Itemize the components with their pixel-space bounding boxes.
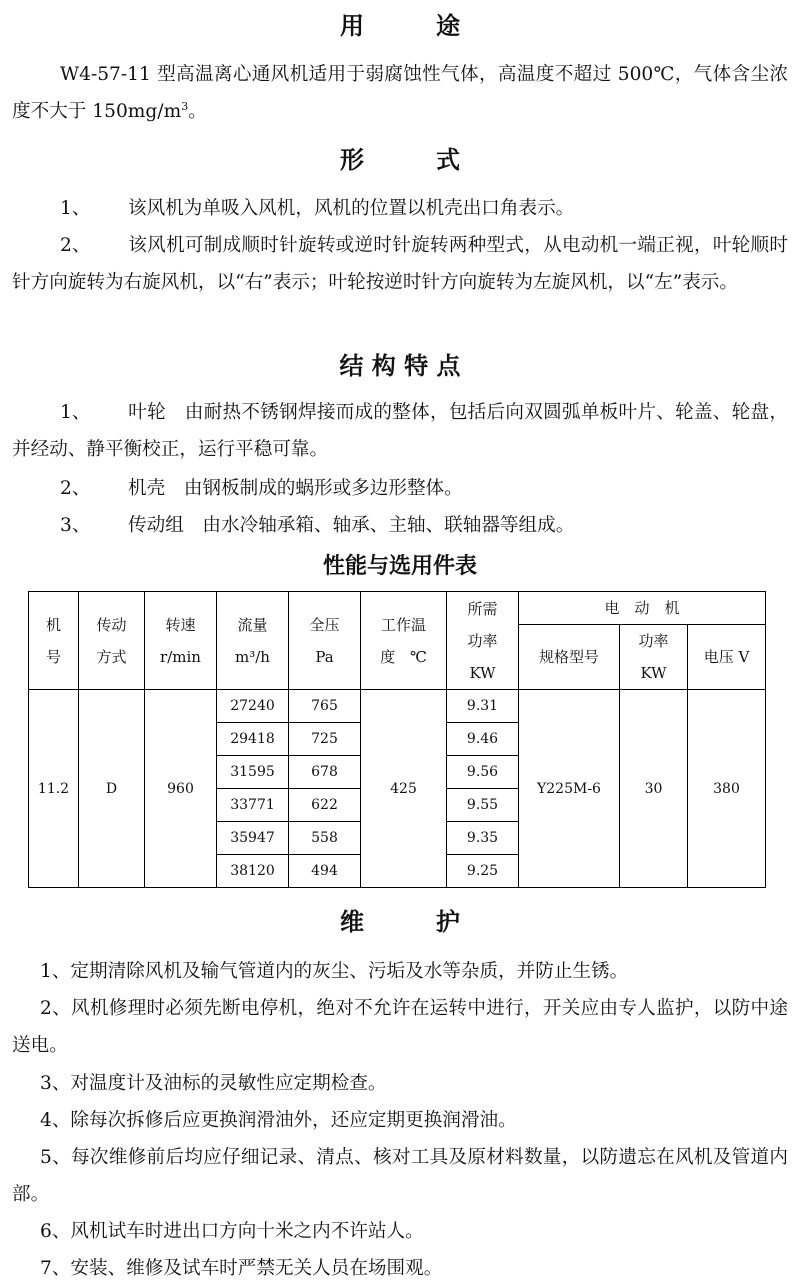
maintenance-item-6: 6、风机试车时进出口方向十米之内不许站人。: [40, 1221, 424, 1242]
cell-flow: 31595: [217, 756, 289, 789]
maintenance-item-5: 5、每次维修前后均应仔细记录、清点、核对工具及原材料数量，以防遗忘在风机及管道内部。: [12, 1147, 788, 1205]
form-item-number: 1、: [60, 198, 91, 219]
structure-item-1: [12, 394, 788, 468]
cell-motor-power: 30: [620, 690, 688, 888]
usage-text: W4-57-11 型高温离心通风机适用于弱腐蚀性气体，高温度不超过 500℃，气体含尘浓度不大于 150mg/m: [12, 64, 788, 122]
cell-flow: 27240: [217, 690, 289, 723]
structure-item-number: 2、: [60, 478, 91, 499]
structure-item-3: [12, 507, 788, 544]
table-row: [29, 690, 766, 723]
maintenance-item-3: 3、对温度计及油标的灵敏性应定期检查。: [40, 1073, 387, 1094]
cell-power: 9.25: [447, 855, 519, 888]
structure-item-2: [12, 470, 788, 507]
cell-power: 9.46: [447, 723, 519, 756]
structure-item-text: 由钢板制成的蜗形或多边形整体。: [183, 478, 463, 499]
structure-item-number: 1、: [60, 402, 91, 423]
structure-item-number: 3、: [60, 515, 91, 536]
header-pressure: 全压 Pa: [289, 592, 361, 690]
cell-power: 9.35: [447, 822, 519, 855]
structure-item-term: 机壳: [128, 478, 166, 499]
usage-text-end: 。: [188, 101, 207, 122]
cell-pressure: 765: [289, 690, 361, 723]
form-item-text: 该风机为单吸入风机，风机的位置以机壳出口角表示。: [128, 198, 575, 219]
form-item-number: 2、: [60, 235, 91, 256]
maintenance-item-4: 4、除每次拆修后应更换润滑油外，还应定期更换润滑油。: [40, 1110, 517, 1131]
form-item-1: [12, 190, 788, 227]
cell-speed: 960: [145, 690, 217, 888]
cell-pressure: 622: [289, 789, 361, 822]
cell-pressure: 558: [289, 822, 361, 855]
cell-flow: 38120: [217, 855, 289, 888]
cell-pressure: 725: [289, 723, 361, 756]
header-drive: 传动 方式: [79, 592, 145, 690]
maintenance-item-1: 1、定期清除风机及输气管道内的灰尘、污垢及水等杂质，并防止生锈。: [40, 961, 629, 982]
table-heading: 性能与选用件表: [322, 554, 477, 579]
header-motor: 电 动 机: [519, 592, 766, 625]
header-motor-voltage: 电压 V: [688, 625, 766, 690]
header-flow: 流量 m³/h: [217, 592, 289, 690]
cell-flow: 35947: [217, 822, 289, 855]
cell-power: 9.56: [447, 756, 519, 789]
cell-drive: D: [79, 690, 145, 888]
structure-item-text: 由水冷轴承箱、轴承、主轴、联轴器等组成。: [202, 515, 575, 536]
cell-power: 9.55: [447, 789, 519, 822]
usage-heading: 用 途: [340, 12, 460, 40]
usage-superscript: 3: [181, 99, 189, 113]
cell-pressure: 494: [289, 855, 361, 888]
cell-motor-model: Y225M-6: [519, 690, 620, 888]
performance-table: [28, 591, 766, 888]
form-heading: 形 式: [340, 146, 460, 174]
structure-item-text: 由耐热不锈钢焊接而成的整体，包括后向双圆弧单板叶片、轮盖、轮盘，并经动、静平衡校正，运行平稳可靠。: [12, 402, 788, 460]
header-temp: 工作温 度 ℃: [361, 592, 447, 690]
header-motor-model: 规格型号: [519, 625, 620, 690]
maintenance-item-2: 2、风机修理时必须先断电停机，绝对不允许在运转中进行，开关应由专人监护，以防中途送电。: [12, 998, 788, 1056]
form-item-2: [12, 227, 788, 301]
table-header-row: [29, 592, 766, 625]
header-power: 所需 功率 KW: [447, 592, 519, 690]
usage-paragraph: [12, 56, 788, 130]
header-speed: 转速 r/min: [145, 592, 217, 690]
maintenance-heading: 维 护: [340, 908, 460, 936]
header-machine-no: 机 号: [29, 592, 79, 690]
form-item-text: 该风机可制成顺时针旋转或逆时针旋转两种型式，从电动机一端正视，叶轮顺时针方向旋转为右旋风机，以“右”表示；叶轮按逆时针方向旋转为左旋风机，以“左”表示。: [12, 235, 788, 293]
maintenance-item-7: 7、安装、维修及试车时严禁无关人员在场围观。: [40, 1258, 443, 1279]
structure-item-term: 叶轮: [128, 402, 166, 423]
cell-flow: 33771: [217, 789, 289, 822]
cell-motor-voltage: 380: [688, 690, 766, 888]
cell-power: 9.31: [447, 690, 519, 723]
structure-heading: 结 构 特 点: [339, 352, 461, 380]
cell-flow: 29418: [217, 723, 289, 756]
header-motor-power: 功率 KW: [620, 625, 688, 690]
structure-item-term: 传动组: [128, 515, 184, 536]
cell-machine-no: 11.2: [29, 690, 79, 888]
cell-pressure: 678: [289, 756, 361, 789]
cell-temp: 425: [361, 690, 447, 888]
